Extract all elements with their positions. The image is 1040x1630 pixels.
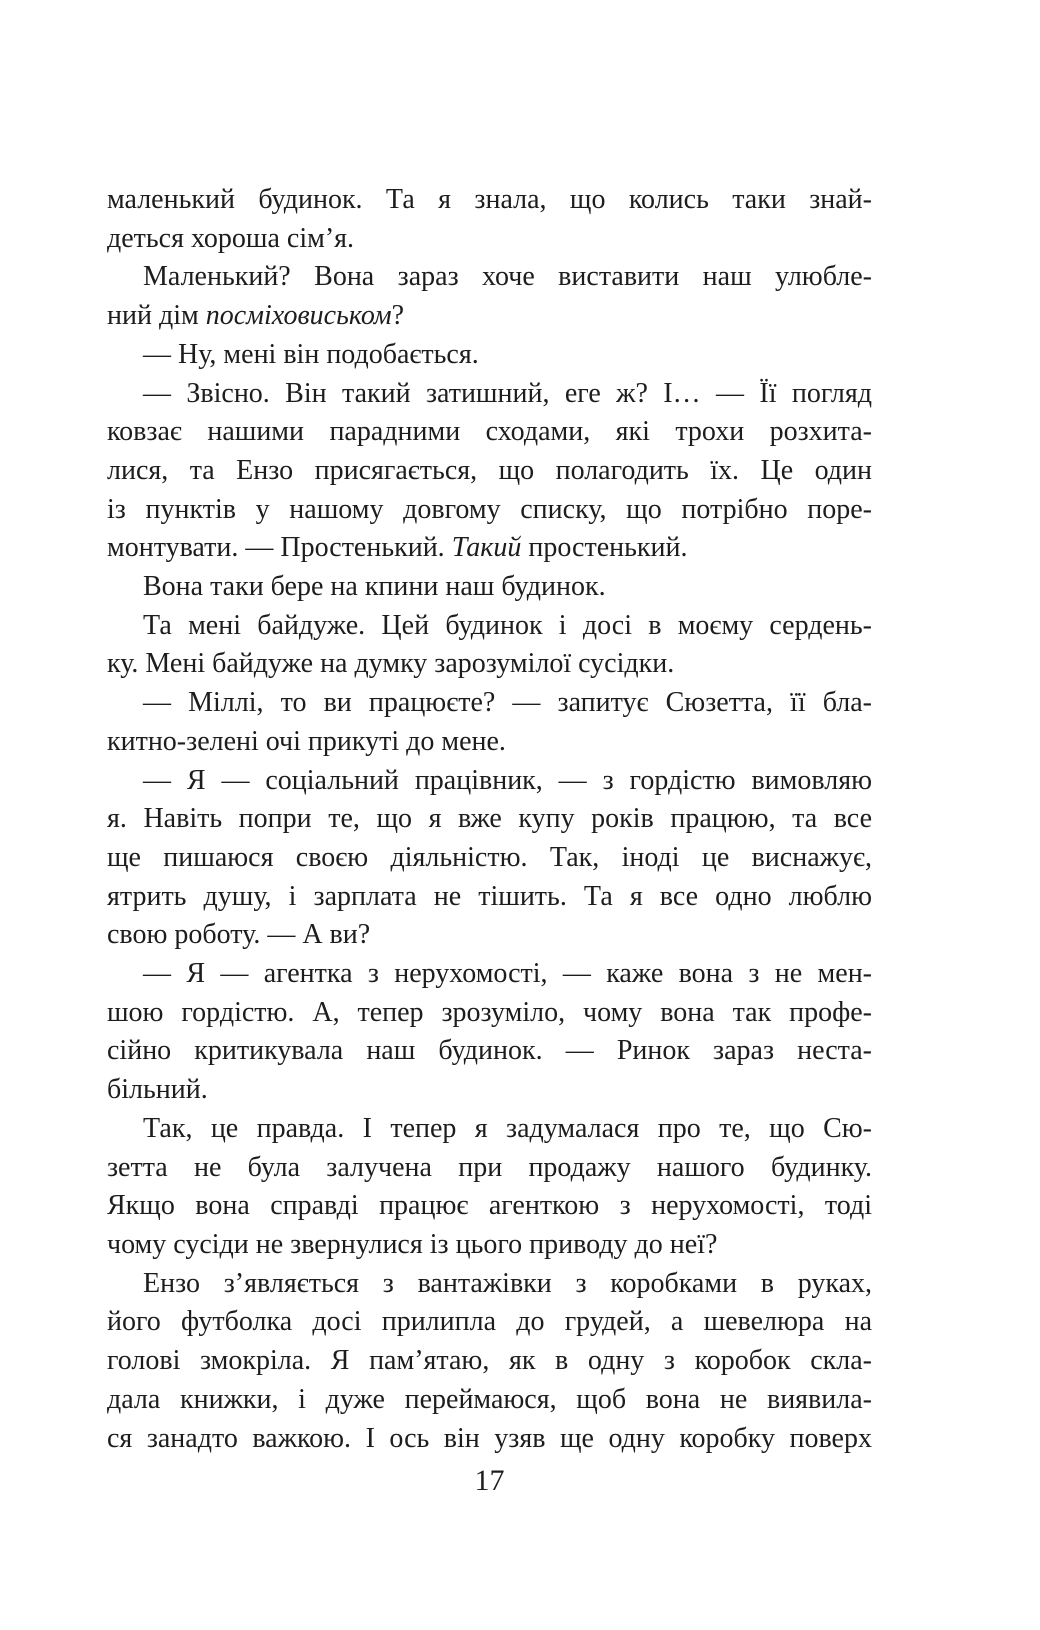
paragraph — [107, 1110, 872, 1265]
page-number: 17 — [474, 1464, 505, 1497]
text-segment: Вона таки бере на кпини наш будинок. — [143, 571, 606, 603]
text-segment: більний. — [107, 1074, 208, 1106]
text-segment: простенький. — [521, 532, 688, 564]
text-segment: — Міллі, то ви працюєте? — запитує Сюзетта, її бла- — [143, 687, 872, 719]
text-line — [107, 1071, 872, 1110]
text-line — [107, 1110, 872, 1149]
paragraph — [107, 375, 872, 569]
text-segment: ний дім — [107, 300, 206, 332]
text-segment: Та мені байдуже. Цей будинок і досі в моєму сердень- — [143, 609, 872, 641]
text-segment: Якщо вона справді працює агенткою з нерухомості, тоді — [107, 1190, 872, 1222]
text-segment: його футболка досі прилипла до грудей, а шевелюра на — [107, 1306, 872, 1338]
text-line — [107, 723, 872, 762]
text-line — [107, 181, 872, 220]
text-segment: із пунктів у нашому довгому списку, що потрібно поре- — [107, 493, 872, 525]
text-segment: — Звісно. Він такий затишний, еге ж? І… — Її погляд — [143, 377, 872, 409]
text-line — [107, 878, 872, 917]
text-line — [107, 1381, 872, 1420]
text-line — [107, 1265, 872, 1304]
text-line — [107, 258, 872, 297]
text-line — [107, 645, 872, 684]
text-segment: свою роботу. — А ви? — [107, 919, 371, 951]
text-segment: ? — [391, 300, 405, 332]
text-segment: — Я — агентка з нерухомості, — каже вона з не мен- — [143, 958, 872, 990]
text-segment: монтувати. — Простенький. — [107, 532, 452, 564]
text-line — [107, 491, 872, 530]
text-line — [107, 1342, 872, 1381]
text-line — [107, 607, 872, 646]
text-line — [107, 1149, 872, 1188]
text-line — [107, 684, 872, 723]
text-line — [107, 839, 872, 878]
text-segment: — Я — соціальний працівник, — з гордістю вимовляю — [143, 764, 872, 796]
text-segment: китно-зелені очі прикуті до мене. — [107, 725, 506, 757]
text-line — [107, 1303, 872, 1342]
text-segment: ятрить душу, і зарплата не тішить. Та я все одно люблю — [107, 880, 872, 912]
text-segment: — Ну, мені він подобається. — [143, 338, 479, 370]
text-line — [107, 220, 872, 259]
text-segment: деться хороша сім’я. — [107, 222, 355, 254]
paragraph — [107, 762, 872, 956]
paragraph — [107, 568, 872, 607]
paragraph — [107, 1265, 872, 1459]
page-text — [107, 181, 872, 1458]
text-line — [107, 762, 872, 801]
text-line — [107, 1226, 872, 1265]
text-segment: лися, та Ензо присягається, що полагодить їх. Це один — [107, 454, 872, 486]
text-segment: шою гордістю. А, тепер зрозуміло, чому вона так профе- — [107, 996, 872, 1028]
text-segment: ковзає нашими парадними сходами, які трохи розхита- — [107, 416, 872, 448]
text-segment: чому сусіди не звернулися із цього приводу до неї? — [107, 1228, 718, 1260]
text-segment: маленький будинок. Та я знала, що колись таки знай- — [107, 184, 872, 215]
text-line — [107, 1187, 872, 1226]
text-line — [107, 1032, 872, 1071]
text-line — [107, 529, 872, 568]
text-segment: я. Навіть попри те, що я вже купу років працюю, та все — [107, 803, 872, 835]
paragraph — [107, 607, 872, 684]
text-line — [107, 800, 872, 839]
text-segment: Так, це правда. І тепер я задумалася про те, що Сю- — [143, 1112, 872, 1144]
text-line — [107, 568, 872, 607]
text-line — [107, 994, 872, 1033]
text-segment: голові змокріла. Я пам’ятаю, як в одну з коробок скла- — [107, 1345, 872, 1377]
paragraph — [107, 336, 872, 375]
text-line — [107, 413, 872, 452]
text-line — [107, 955, 872, 994]
text-line — [107, 916, 872, 955]
text-line — [107, 1420, 872, 1459]
italic-text: посміховиськом — [205, 300, 392, 332]
paragraph — [107, 181, 872, 258]
text-segment: зетта не була залучена при продажу нашого будинку. — [107, 1151, 872, 1183]
text-segment: ся занадто важкою. І ось він узяв ще одну коробку поверх — [107, 1422, 872, 1454]
text-line — [107, 336, 872, 375]
paragraph — [107, 684, 872, 761]
paragraph — [107, 258, 872, 335]
text-segment: ще пишаюся своєю діяльністю. Так, іноді це виснажує, — [107, 841, 872, 873]
italic-text: Такий — [451, 532, 522, 564]
text-segment: ку. Мені байдуже на думку зарозумілої сусідки. — [107, 648, 675, 680]
text-segment: сійно критикувала наш будинок. — Ринок зараз неста- — [107, 1035, 872, 1067]
paragraph — [107, 955, 872, 1110]
text-segment: Маленький? Вона зараз хоче виставити наш улюбле- — [143, 261, 872, 293]
text-line — [107, 297, 872, 336]
text-line — [107, 375, 872, 414]
text-line — [107, 452, 872, 491]
text-segment: дала книжки, і дуже переймаюся, щоб вона не виявила- — [107, 1383, 872, 1415]
text-segment: Ензо з’являється з вантажівки з коробками в руках, — [143, 1267, 872, 1299]
